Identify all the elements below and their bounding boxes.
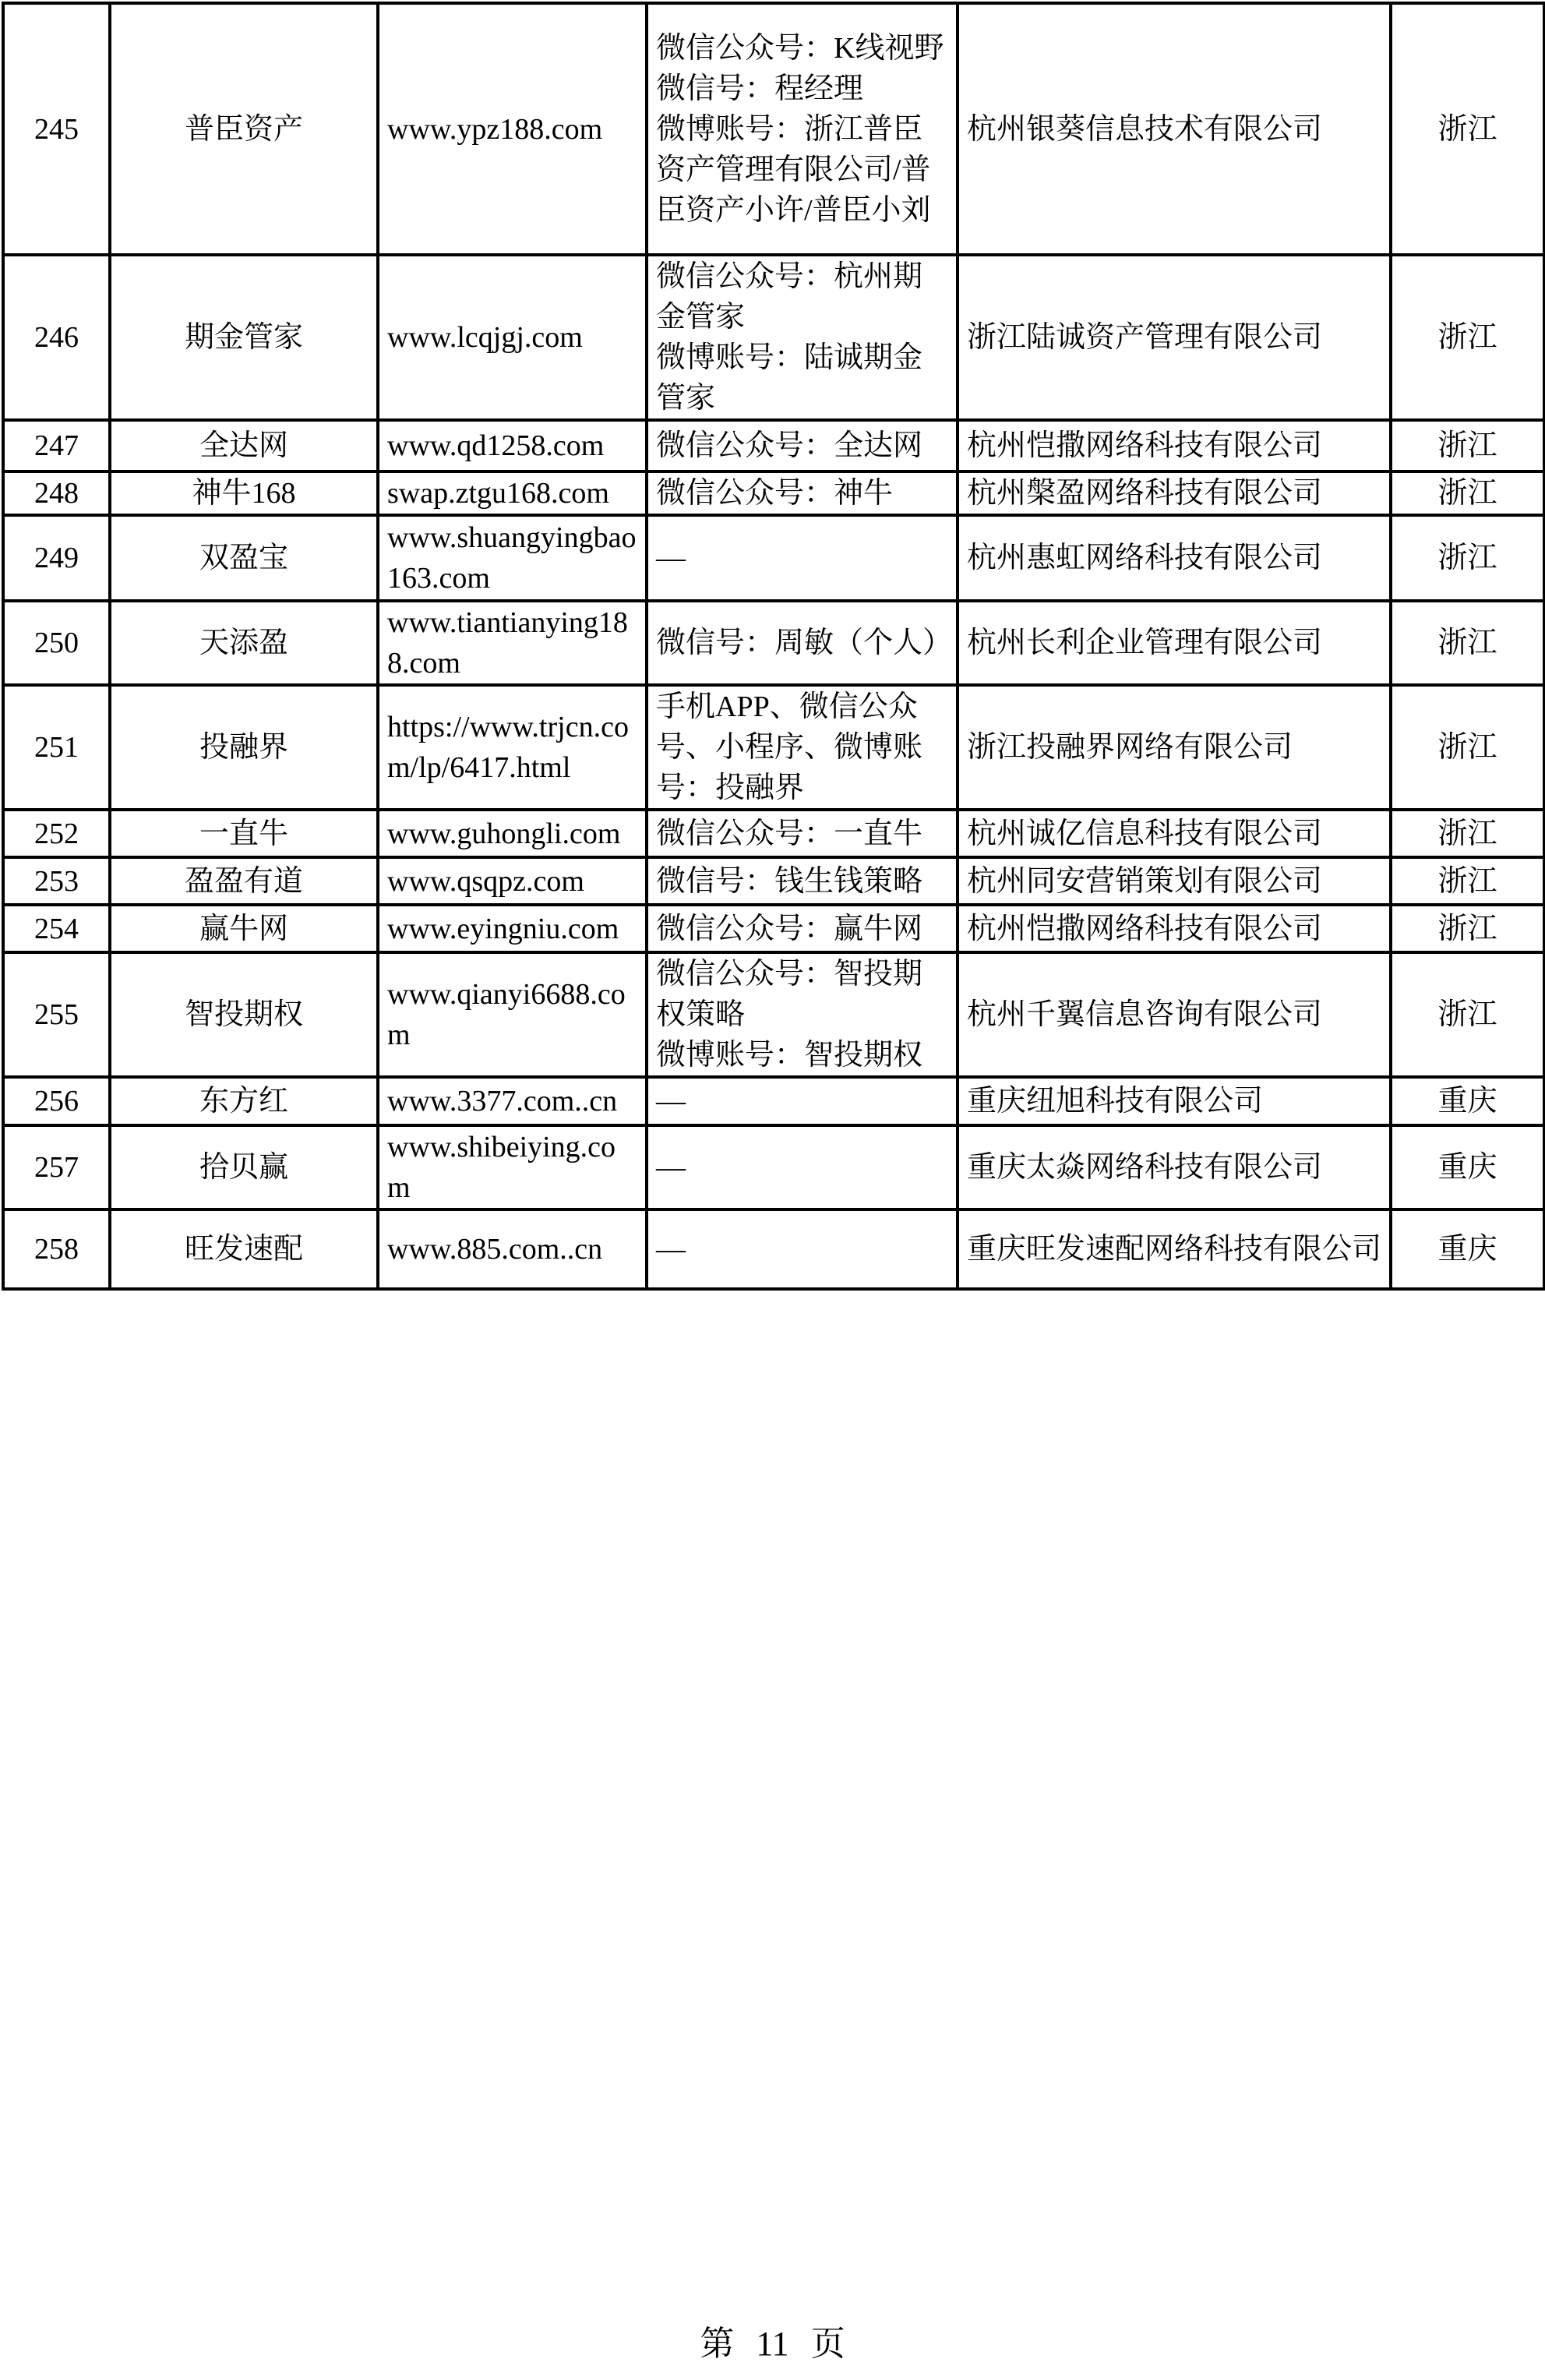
other-channels: [647, 685, 958, 810]
table-body: [3, 3, 1544, 1289]
page-number: 11: [756, 2325, 789, 2363]
operator-company: 浙江陆诚资产管理有限公司: [958, 255, 1391, 420]
operator-company: 杭州同安营销策划有限公司: [958, 857, 1391, 905]
channel-line: 手机APP、微信公众号、小程序、微博账号：投融界: [656, 690, 923, 804]
row-number: 247: [3, 420, 110, 471]
channel-line: 微信号：钱生钱策略: [656, 864, 923, 898]
channel-line: —: [656, 1233, 686, 1266]
page-suffix: 页: [810, 2325, 845, 2363]
operator-company: 重庆太焱网络科技有限公司: [958, 1125, 1391, 1209]
channel-line: 微信公众号：赢牛网: [656, 912, 923, 945]
region: 浙江: [1391, 3, 1544, 255]
operator-company: 杭州惠虹网络科技有限公司: [958, 515, 1391, 601]
region: 浙江: [1391, 601, 1544, 685]
other-channels: [647, 255, 958, 420]
other-channels: [647, 3, 958, 255]
other-channels: [647, 1125, 958, 1209]
other-channels: [647, 810, 958, 857]
row-number: 254: [3, 905, 110, 952]
region: 浙江: [1391, 685, 1544, 810]
operator-company: 杭州长利企业管理有限公司: [958, 601, 1391, 685]
other-channels: [647, 515, 958, 601]
other-channels: [647, 857, 958, 905]
channel-line: 微信公众号：杭州期金管家: [656, 260, 923, 334]
region: 浙江: [1391, 810, 1544, 857]
website-url: www.eyingniu.com: [378, 905, 647, 952]
website-url: www.shibeiying.com: [378, 1125, 647, 1209]
website-url: www.qd1258.com: [378, 420, 647, 471]
channel-line: 微信号：周敏（个人）: [656, 627, 953, 659]
row-number: 249: [3, 515, 110, 601]
channel-line: 微博账号：智投期权: [656, 1039, 923, 1072]
operator-company: 重庆旺发速配网络科技有限公司: [958, 1209, 1391, 1289]
channel-line: 微信号：程经理: [656, 72, 864, 105]
platform-name: 普臣资产: [110, 3, 378, 255]
row-number: 248: [3, 471, 110, 515]
website-url: swap.ztgu168.com: [378, 471, 647, 515]
website-url: www.885.com..cn: [378, 1209, 647, 1289]
region: 重庆: [1391, 1125, 1544, 1209]
website-url: www.qianyi6688.com: [378, 952, 647, 1077]
row-number: 253: [3, 857, 110, 905]
channel-line: 微信公众号：全达网: [656, 429, 923, 462]
other-channels: [647, 1077, 958, 1125]
region: 浙江: [1391, 952, 1544, 1077]
platform-name: 旺发速配: [110, 1209, 378, 1289]
platform-name: 赢牛网: [110, 905, 378, 952]
channel-line: 微博账号：浙江普臣资产管理有限公司/普臣资产小许/普臣小刘: [656, 112, 931, 227]
table-row: [3, 515, 1544, 601]
region: 重庆: [1391, 1209, 1544, 1289]
row-number: 258: [3, 1209, 110, 1289]
operator-company: 重庆纽旭科技有限公司: [958, 1077, 1391, 1125]
operator-company: 杭州千翼信息咨询有限公司: [958, 952, 1391, 1077]
channel-line: —: [656, 1151, 686, 1184]
platform-name: 智投期权: [110, 952, 378, 1077]
row-number: 251: [3, 685, 110, 810]
platform-name: 东方红: [110, 1077, 378, 1125]
operator-company: 浙江投融界网络有限公司: [958, 685, 1391, 810]
platform-name: 全达网: [110, 420, 378, 471]
website-url: www.tiantianying188.com: [378, 601, 647, 685]
platform-list-table: [2, 2, 1545, 1291]
channel-line: 微信公众号：一直牛: [656, 817, 923, 850]
other-channels: [647, 601, 958, 685]
channel-line: 微信公众号：K线视野: [656, 31, 944, 65]
page-footer: [0, 2321, 1545, 2368]
table-row: [3, 601, 1544, 685]
platform-name: 投融界: [110, 685, 378, 810]
channel-line: —: [656, 1085, 686, 1118]
row-number: 246: [3, 255, 110, 420]
row-number: 245: [3, 3, 110, 255]
region: 重庆: [1391, 1077, 1544, 1125]
channel-line: 微博账号：陆诚期金管家: [656, 341, 923, 415]
table-row: [3, 3, 1544, 255]
row-number: 252: [3, 810, 110, 857]
website-url: www.lcqjgj.com: [378, 255, 647, 420]
platform-name: 期金管家: [110, 255, 378, 420]
table-row: [3, 1077, 1544, 1125]
other-channels: [647, 905, 958, 952]
page-prefix: 第: [700, 2325, 735, 2363]
website-url: www.ypz188.com: [378, 3, 647, 255]
row-number: 250: [3, 601, 110, 685]
website-url: www.3377.com..cn: [378, 1077, 647, 1125]
table-row: [3, 857, 1544, 905]
region: 浙江: [1391, 905, 1544, 952]
operator-company: 杭州槃盈网络科技有限公司: [958, 471, 1391, 515]
region: 浙江: [1391, 255, 1544, 420]
operator-company: 杭州诚亿信息科技有限公司: [958, 810, 1391, 857]
table-row: [3, 905, 1544, 952]
row-number: 256: [3, 1077, 110, 1125]
table-row: [3, 471, 1544, 515]
platform-name: 天添盈: [110, 601, 378, 685]
platform-name: 神牛168: [110, 471, 378, 515]
operator-company: 杭州恺撒网络科技有限公司: [958, 905, 1391, 952]
operator-company: 杭州银葵信息技术有限公司: [958, 3, 1391, 255]
channel-line: 微信公众号：神牛: [656, 477, 894, 510]
table-row: [3, 1125, 1544, 1209]
table-row: [3, 810, 1544, 857]
region: 浙江: [1391, 471, 1544, 515]
website-url: www.shuangyingbao163.com: [378, 515, 647, 601]
platform-name: 拾贝赢: [110, 1125, 378, 1209]
table-row: [3, 255, 1544, 420]
other-channels: [647, 952, 958, 1077]
row-number: 255: [3, 952, 110, 1077]
row-number: 257: [3, 1125, 110, 1209]
other-channels: [647, 420, 958, 471]
region: 浙江: [1391, 857, 1544, 905]
website-url: www.qsqpz.com: [378, 857, 647, 905]
website-url: www.guhongli.com: [378, 810, 647, 857]
other-channels: [647, 1209, 958, 1289]
channel-line: 微信公众号：智投期权策略: [656, 958, 923, 1031]
region: 浙江: [1391, 420, 1544, 471]
website-url: https://www.trjcn.com/lp/6417.html: [378, 685, 647, 810]
region: 浙江: [1391, 515, 1544, 601]
platform-name: 一直牛: [110, 810, 378, 857]
other-channels: [647, 471, 958, 515]
operator-company: 杭州恺撒网络科技有限公司: [958, 420, 1391, 471]
table-row: [3, 685, 1544, 810]
platform-name: 双盈宝: [110, 515, 378, 601]
table-row: [3, 952, 1544, 1077]
table-row: [3, 420, 1544, 471]
table-row: [3, 1209, 1544, 1289]
platform-name: 盈盈有道: [110, 857, 378, 905]
channel-line: —: [656, 542, 686, 574]
